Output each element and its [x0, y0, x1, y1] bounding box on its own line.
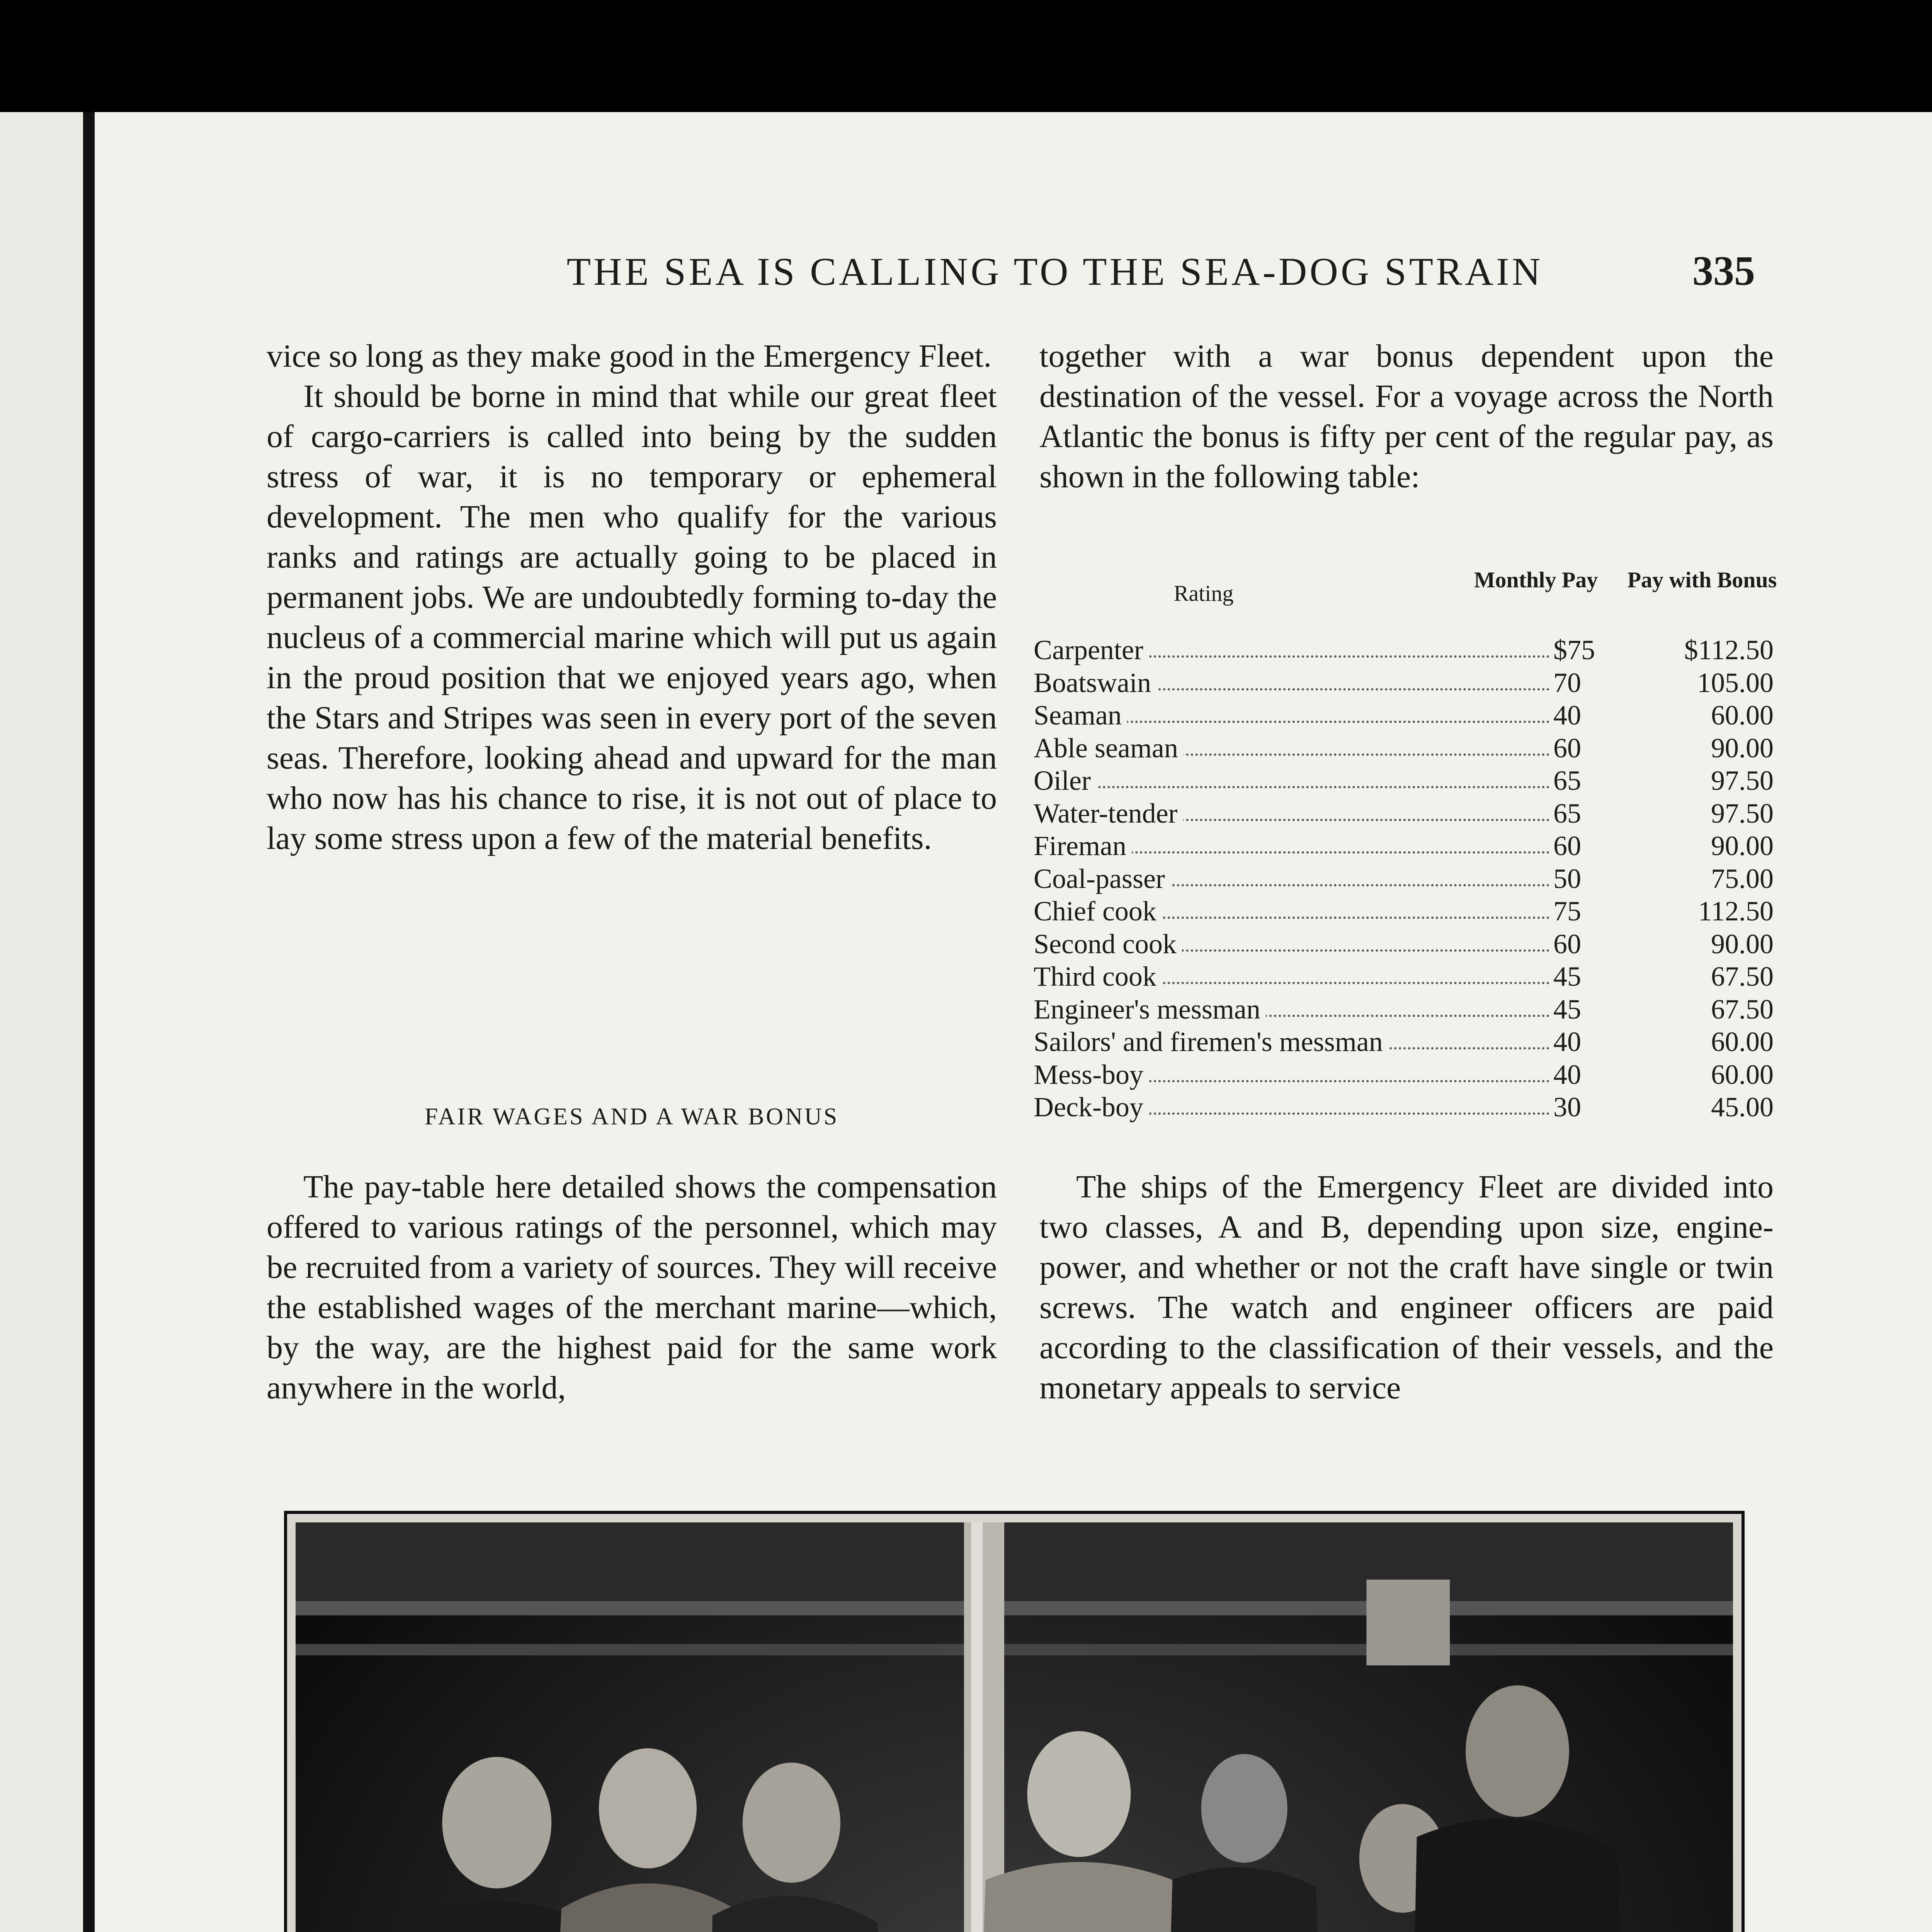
rating-cell — [1034, 634, 1549, 666]
table-header-monthly-pay: Monthly Pay — [1474, 567, 1598, 592]
rating-label: Carpenter — [1034, 634, 1149, 665]
rating-label: Boatswain — [1034, 667, 1156, 698]
rating-cell — [1034, 1058, 1549, 1091]
rating-label: Engineer's messman — [1034, 994, 1266, 1025]
pay-with-bonus-cell: $112.50 — [1684, 634, 1774, 665]
rating-cell — [1034, 960, 1549, 993]
table-row — [1034, 764, 1774, 797]
monthly-pay-cell: 45 — [1553, 961, 1581, 992]
table-row — [1034, 862, 1774, 895]
pay-with-bonus-cell: 60.00 — [1711, 1026, 1774, 1057]
monthly-pay-cell: 70 — [1553, 667, 1581, 698]
rating-label: Fireman — [1034, 830, 1132, 861]
paragraph: together with a war bonus dependent upon the destination of the vessel. For a voyage across the North Atlantic the bonus is fifty per cent of the regular pay, as shown in the following table: — [1039, 338, 1774, 495]
monthly-pay-cell: 45 — [1553, 993, 1581, 1025]
photograph-seamen-knotting-icon — [296, 1522, 1733, 1932]
left-column-top — [267, 336, 997, 859]
monthly-pay-cell: 50 — [1553, 863, 1581, 894]
monthly-pay-cell: 40 — [1553, 700, 1581, 731]
pay-with-bonus-cell: 97.50 — [1711, 765, 1774, 796]
pay-with-bonus-cell: 75.00 — [1711, 863, 1774, 894]
rating-label: Coal-passer — [1034, 863, 1170, 894]
monthly-pay-cell: 75 — [1553, 896, 1581, 927]
table-row — [1034, 699, 1774, 732]
pay-with-bonus-cell: 67.50 — [1711, 961, 1774, 992]
rating-cell — [1034, 732, 1549, 764]
rating-cell — [1034, 862, 1549, 895]
rating-cell — [1034, 830, 1549, 862]
leader-dots — [1034, 786, 1549, 788]
table-row — [1034, 732, 1774, 765]
photograph-frame — [284, 1511, 1745, 1932]
monthly-pay-cell: 65 — [1553, 798, 1581, 829]
monthly-pay-cell: 40 — [1553, 1059, 1581, 1090]
pay-with-bonus-cell: 97.50 — [1711, 798, 1774, 829]
table-row — [1034, 634, 1774, 667]
pay-with-bonus-cell: 105.00 — [1697, 667, 1774, 698]
rating-cell — [1034, 1091, 1549, 1123]
rating-cell — [1034, 928, 1549, 960]
facing-page-edge — [0, 112, 83, 1932]
rating-label: Mess-boy — [1034, 1059, 1149, 1090]
rating-cell — [1034, 993, 1549, 1026]
pay-table-rows — [1034, 634, 1774, 1124]
table-row — [1034, 1026, 1774, 1058]
table-row — [1034, 1091, 1774, 1124]
rating-cell — [1034, 797, 1549, 830]
table-header-pay-with-bonus: Pay with Bonus — [1627, 567, 1777, 592]
rating-cell — [1034, 764, 1549, 797]
table-row — [1034, 667, 1774, 699]
table-row — [1034, 797, 1774, 830]
rating-label: Water-tender — [1034, 798, 1183, 829]
rating-label: Sailors' and firemen's messman — [1034, 1026, 1388, 1057]
paragraph: vice so long as they make good in the Emergency Fleet. — [267, 338, 992, 374]
rating-cell — [1034, 699, 1549, 731]
rating-label: Chief cook — [1034, 896, 1162, 927]
rating-label: Seaman — [1034, 700, 1127, 731]
right-column-top — [1039, 336, 1774, 497]
monthly-pay-cell: 60 — [1553, 928, 1581, 959]
table-header-rating: Rating — [1173, 581, 1234, 606]
table-row — [1034, 830, 1774, 862]
book-gutter — [83, 112, 95, 1932]
rating-label: Oiler — [1034, 765, 1096, 796]
section-subheading: FAIR WAGES AND A WAR BONUS — [424, 1104, 839, 1130]
paragraph: The ships of the Emergency Fleet are divided into two classes, A and B, depending upon size, engine-power, and whether or not the craft have single or twin screws. The watch and engineer officers are paid according to the classification of their vessels, and the monetary appeals to service — [1039, 1169, 1774, 1406]
pay-with-bonus-cell: 90.00 — [1711, 928, 1774, 959]
pay-with-bonus-cell: 90.00 — [1711, 732, 1774, 764]
paragraph: It should be borne in mind that while our great fleet of cargo-carriers is called into being by the sudden stress of war, it is no temporary or ephemeral development. The men who qualify for the various ranks and ratings are actually going to be placed in permanent jobs. We are undoubtedly forming to-day the nucleus of a commercial marine which will put us again in the proud position that we enjoyed years ago, when the Stars and Stripes was seen in every port of the seven seas. Therefore, looking ahead and upward for the man who now has his chance to rise, it is not out of place to lay some stress upon a few of the material benefits. — [267, 378, 997, 856]
monthly-pay-cell: $75 — [1553, 634, 1595, 665]
table-row — [1034, 993, 1774, 1026]
monthly-pay-cell: 60 — [1553, 830, 1581, 861]
rating-cell — [1034, 895, 1549, 927]
table-row — [1034, 928, 1774, 961]
running-title: THE SEA IS CALLING TO THE SEA-DOG STRAIN — [566, 250, 1543, 294]
table-row — [1034, 895, 1774, 928]
rating-label: Able seaman — [1034, 733, 1184, 764]
pay-with-bonus-cell: 45.00 — [1711, 1092, 1774, 1122]
pay-with-bonus-cell: 112.50 — [1698, 896, 1774, 927]
pay-with-bonus-cell: 60.00 — [1711, 700, 1774, 731]
rating-label: Third cook — [1034, 961, 1162, 992]
rating-cell — [1034, 667, 1549, 699]
table-row — [1034, 960, 1774, 993]
monthly-pay-cell: 30 — [1553, 1092, 1581, 1122]
page-number: 335 — [1692, 248, 1755, 294]
monthly-pay-cell: 65 — [1553, 765, 1581, 796]
table-row — [1034, 1058, 1774, 1091]
pay-with-bonus-cell: 67.50 — [1711, 993, 1774, 1025]
right-column-bottom — [1039, 1167, 1774, 1408]
monthly-pay-cell: 40 — [1553, 1026, 1581, 1057]
rating-label: Second cook — [1034, 929, 1182, 959]
left-column-bottom — [267, 1167, 997, 1408]
monthly-pay-cell: 60 — [1553, 732, 1581, 764]
rating-cell — [1034, 1026, 1549, 1058]
paragraph: The pay-table here detailed shows the compensation offered to various ratings of the personnel, which may be recruited from a variety of sources. They will receive the established wages of the merchant marine—which, by the way, are the highest paid for the same work anywhere in the world, — [267, 1169, 997, 1406]
rating-label: Deck-boy — [1034, 1092, 1149, 1122]
photograph-seamen-knotting-icon — [296, 1522, 1733, 1932]
pay-with-bonus-cell: 60.00 — [1711, 1059, 1774, 1090]
pay-with-bonus-cell: 90.00 — [1711, 830, 1774, 861]
